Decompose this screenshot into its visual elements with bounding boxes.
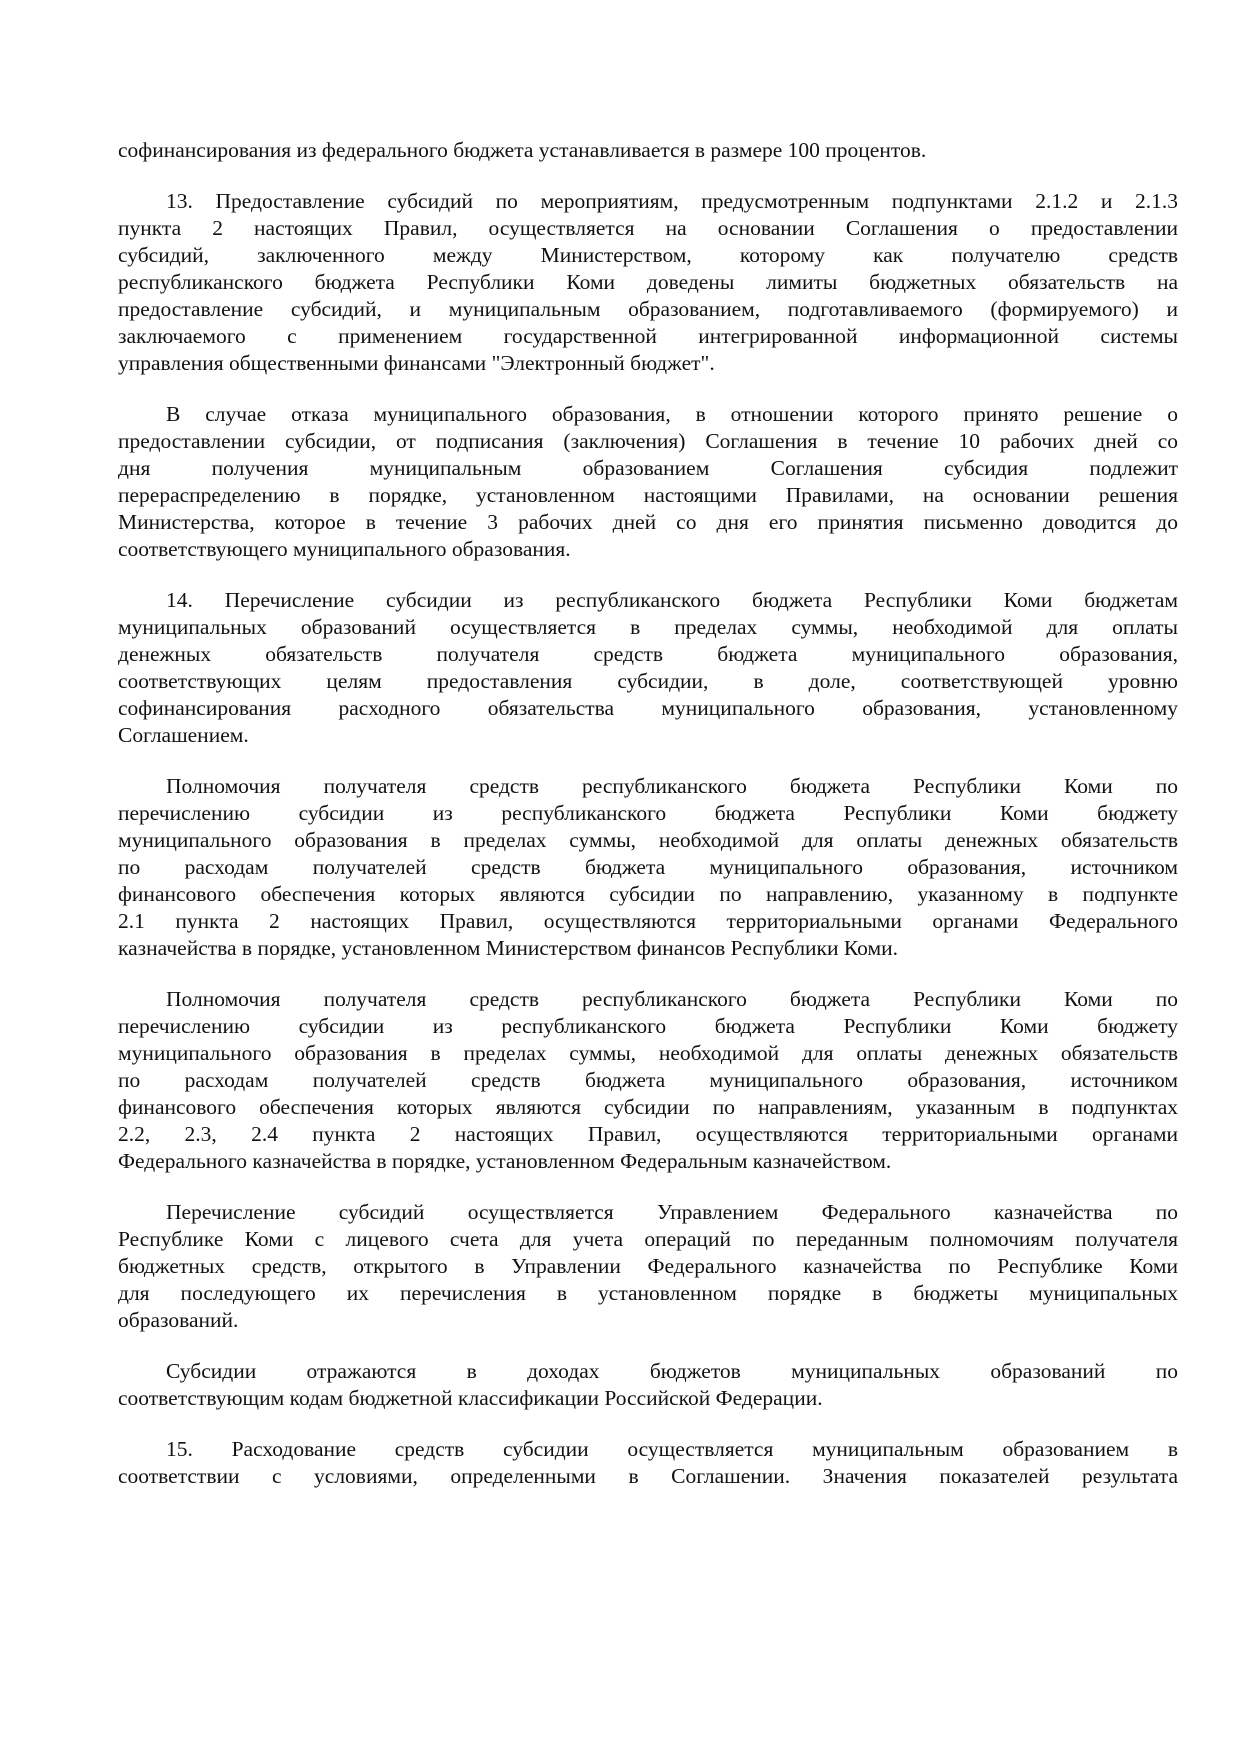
text-line: Субсидии отражаются в доходах бюджетов муниципальных образований по bbox=[166, 1359, 1178, 1383]
paragraph bbox=[118, 137, 1178, 164]
paragraph bbox=[118, 986, 1178, 1175]
text-line: 14. Перечисление субсидии из республиканского бюджета Республики Коми бюджетам bbox=[166, 588, 1178, 612]
text-line: Республике Коми с лицевого счета для учета операций по переданным полномочиям получателя bbox=[118, 1227, 1178, 1251]
text-line: Соглашением. bbox=[118, 723, 249, 747]
text-line: 2.1 пункта 2 настоящих Правил, осуществляются территориальными органами Федерального bbox=[118, 909, 1178, 933]
text-line: соответствующего муниципального образования. bbox=[118, 537, 571, 561]
text-line: республиканского бюджета Республики Коми доведены лимиты бюджетных обязательств на bbox=[118, 270, 1178, 294]
document-page bbox=[118, 137, 1178, 1490]
paragraph bbox=[118, 401, 1178, 563]
text-line: Министерства, которое в течение 3 рабочих дней со дня его принятия письменно доводится до bbox=[118, 510, 1178, 534]
text-line: заключаемого с применением государственной интегрированной информационной системы bbox=[118, 324, 1178, 348]
text-line: бюджетных средств, открытого в Управлении Федерального казначейства по Республике Коми bbox=[118, 1254, 1178, 1278]
text-line: Федерального казначейства в порядке, установленном Федеральным казначейством. bbox=[118, 1149, 892, 1173]
text-line: казначейства в порядке, установленном Министерством финансов Республики Коми. bbox=[118, 936, 898, 960]
text-line: софинансирования расходного обязательства муниципального образования, установленному bbox=[118, 696, 1178, 720]
paragraph bbox=[118, 1199, 1178, 1334]
text-line: В случае отказа муниципального образования, в отношении которого принято решение о bbox=[166, 402, 1178, 426]
text-line: Перечисление субсидий осуществляется Управлением Федерального казначейства по bbox=[166, 1200, 1178, 1224]
text-line: софинансирования из федерального бюджета устанавливается в размере 100 процентов. bbox=[118, 138, 927, 162]
text-line: предоставлении субсидии, от подписания (заключения) Соглашения в течение 10 рабочих дней со bbox=[118, 429, 1178, 453]
text-line: перечислению субсидии из республиканского бюджета Республики Коми бюджету bbox=[118, 1014, 1178, 1038]
text-line: Полномочия получателя средств республиканского бюджета Республики Коми по bbox=[166, 774, 1178, 798]
text-line: Полномочия получателя средств республиканского бюджета Республики Коми по bbox=[166, 987, 1178, 1011]
text-line: денежных обязательств получателя средств бюджета муниципального образования, bbox=[118, 642, 1178, 666]
text-line: управления общественными финансами "Электронный бюджет". bbox=[118, 351, 715, 375]
text-line: дня получения муниципальным образованием Соглашения субсидия подлежит bbox=[118, 456, 1178, 480]
paragraph bbox=[118, 1358, 1178, 1412]
text-line: перечислению субсидии из республиканского бюджета Республики Коми бюджету bbox=[118, 801, 1178, 825]
text-line: соответствующим кодам бюджетной классификации Российской Федерации. bbox=[118, 1386, 823, 1410]
text-line: перераспределению в порядке, установленном настоящими Правилами, на основании решения bbox=[118, 483, 1178, 507]
text-line: предоставление субсидий, и муниципальным образованием, подготавливаемого (формируемого) и bbox=[118, 297, 1178, 321]
paragraph bbox=[118, 587, 1178, 749]
text-line: 2.2, 2.3, 2.4 пункта 2 настоящих Правил, осуществляются территориальными органами bbox=[118, 1122, 1178, 1146]
text-line: 13. Предоставление субсидий по мероприятиям, предусмотренным подпунктами 2.1.2 и 2.1.3 bbox=[166, 189, 1178, 213]
text-line: пункта 2 настоящих Правил, осуществляется на основании Соглашения о предоставлении bbox=[118, 216, 1178, 240]
text-line: муниципального образования в пределах суммы, необходимой для оплаты денежных обязательств bbox=[118, 828, 1178, 852]
paragraph bbox=[118, 1436, 1178, 1490]
text-line: субсидий, заключенного между Министерством, которому как получателю средств bbox=[118, 243, 1178, 267]
text-line: финансового обеспечения которых являются субсидии по направлениям, указанным в подпунктах bbox=[118, 1095, 1178, 1119]
paragraph bbox=[118, 188, 1178, 377]
text-line: соответствующих целям предоставления субсидии, в доле, соответствующей уровню bbox=[118, 669, 1178, 693]
text-line: муниципальных образований осуществляется в пределах суммы, необходимой для оплаты bbox=[118, 615, 1178, 639]
text-line: соответствии с условиями, определенными в Соглашении. Значения показателей результата bbox=[118, 1464, 1178, 1488]
text-line: для последующего их перечисления в установленном порядке в бюджеты муниципальных bbox=[118, 1281, 1178, 1305]
text-line: образований. bbox=[118, 1308, 239, 1332]
text-line: 15. Расходование средств субсидии осуществляется муниципальным образованием в bbox=[166, 1437, 1178, 1461]
text-line: финансового обеспечения которых являются субсидии по направлению, указанному в подпункте bbox=[118, 882, 1178, 906]
text-line: по расходам получателей средств бюджета муниципального образования, источником bbox=[118, 1068, 1178, 1092]
text-line: муниципального образования в пределах суммы, необходимой для оплаты денежных обязательств bbox=[118, 1041, 1178, 1065]
text-line: по расходам получателей средств бюджета муниципального образования, источником bbox=[118, 855, 1178, 879]
paragraph bbox=[118, 773, 1178, 962]
